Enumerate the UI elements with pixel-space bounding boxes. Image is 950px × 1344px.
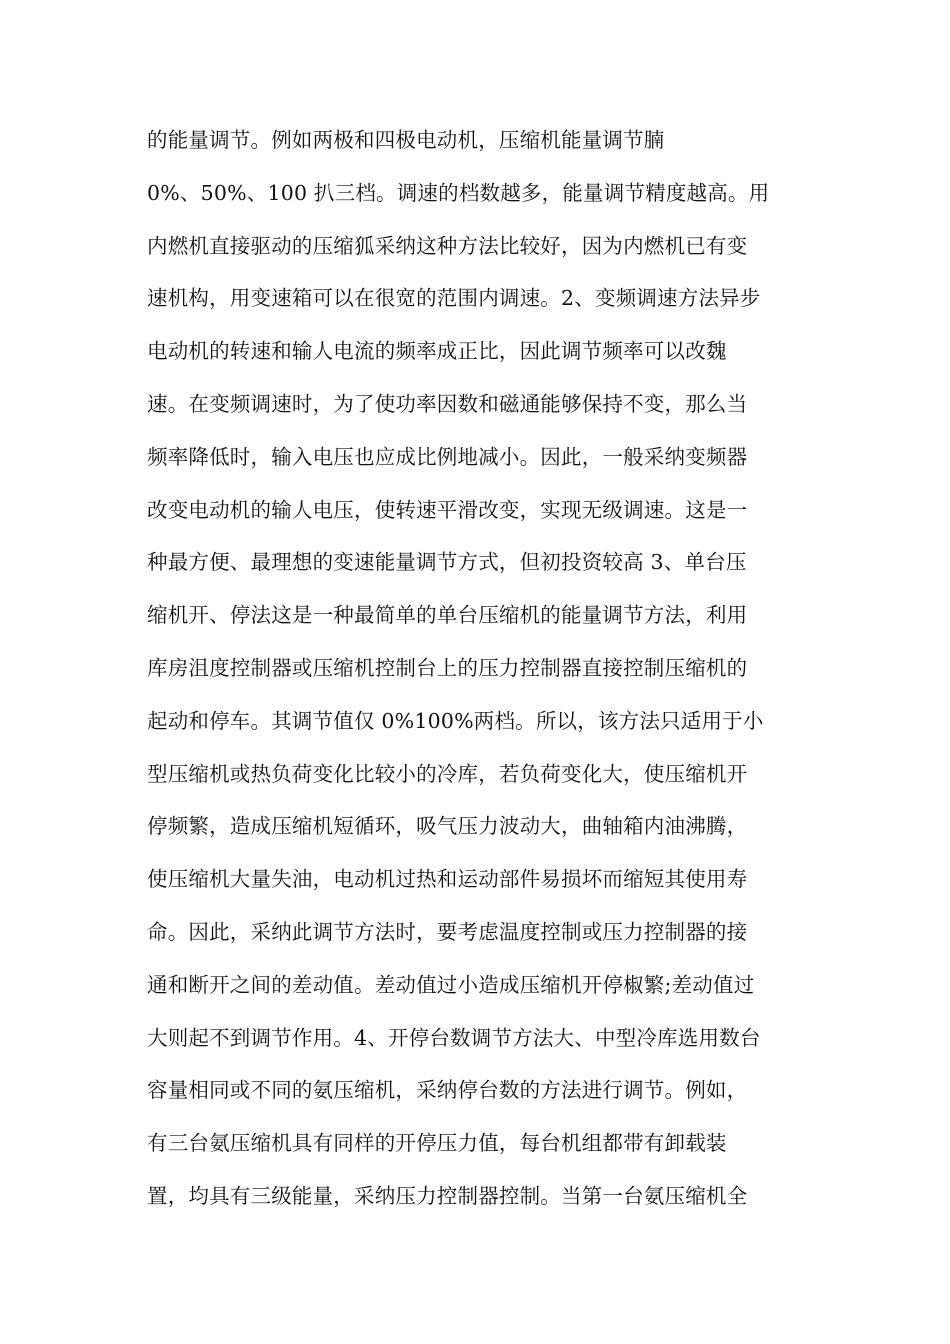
text-line-16: 命。因此，采纳此调节方法时，要考虑温度控制或压力控制器的接	[147, 919, 748, 944]
text-line-10: 缩机开、停法这是一种最简单的单台压缩机的能量调节方法，利用	[147, 603, 748, 628]
text-line-8: 改变电动机的输人电压，使转速平滑改变，实现无级调速。这是一	[147, 497, 748, 522]
text-line-17: 通和断开之间的差动值。差动值过小造成压缩机开停椒繁;差动值过	[147, 972, 755, 997]
text-line-7: 频率降低时，输入电压也应成比例地减小。因此，一般采纳变频器	[147, 444, 748, 469]
text-line-18: 大则起不到调节作用。4、开停台数调节方法大、中型冷库选用数台	[147, 1025, 761, 1050]
text-line-13: 型压缩机或热负荷变化比较小的冷库，若负荷变化大，使压缩机开	[147, 761, 748, 786]
text-line-19: 容量相同或不同的氨压缩机，采纳停台数的方法进行调节。例如，	[147, 1078, 748, 1103]
text-line-20: 有三台氨压缩机具有同样的开停压力值，每台机组都带有卸载装	[147, 1131, 727, 1156]
text-line-4: 速机构，用变速箱可以在很宽的范围内调速。2、变频调速方法异步	[147, 286, 761, 311]
text-line-21: 置，均具有三级能量，采纳压力控制器控制。当第一台氨压缩机全	[147, 1183, 748, 1208]
text-line-3: 内燃机直接驱动的压缩狐采纳这种方法比较好，因为内燃机已有变	[147, 233, 748, 258]
text-line-1: 的能量调节。例如两极和四极电动机，压缩机能量调节腩	[147, 128, 665, 152]
text-line-15: 使压缩机大量失油，电动机过热和运动部件易损坏而缩短其使用寿	[147, 867, 748, 892]
text-line-11: 库房沮度控制器或压缩机控制台上的压力控制器直接控制压缩机的	[147, 655, 748, 680]
text-line-5: 电动机的转速和输人电流的频率成正比，因此调节频率可以改魏	[147, 339, 727, 364]
text-line-2: 0%、50%、100 扒三档。调速的档数越多，能量调节精度越高。用	[147, 180, 770, 205]
body-text	[147, 120, 827, 1229]
text-line-9: 种最方便、最理想的变速能量调节方式，但初投资较高 3、单台压	[147, 550, 747, 575]
text-line-14: 停频繁，造成压缩机短循环，吸气压力波动大，曲轴箱内油沸腾，	[147, 814, 748, 839]
text-line-6: 速。在变频调速时，为了使功率因数和磁通能够保持不变，那么当	[147, 391, 748, 416]
text-line-12: 起动和停车。其调节值仅 0%100%两档。所以，该方法只适用于小	[147, 708, 764, 733]
